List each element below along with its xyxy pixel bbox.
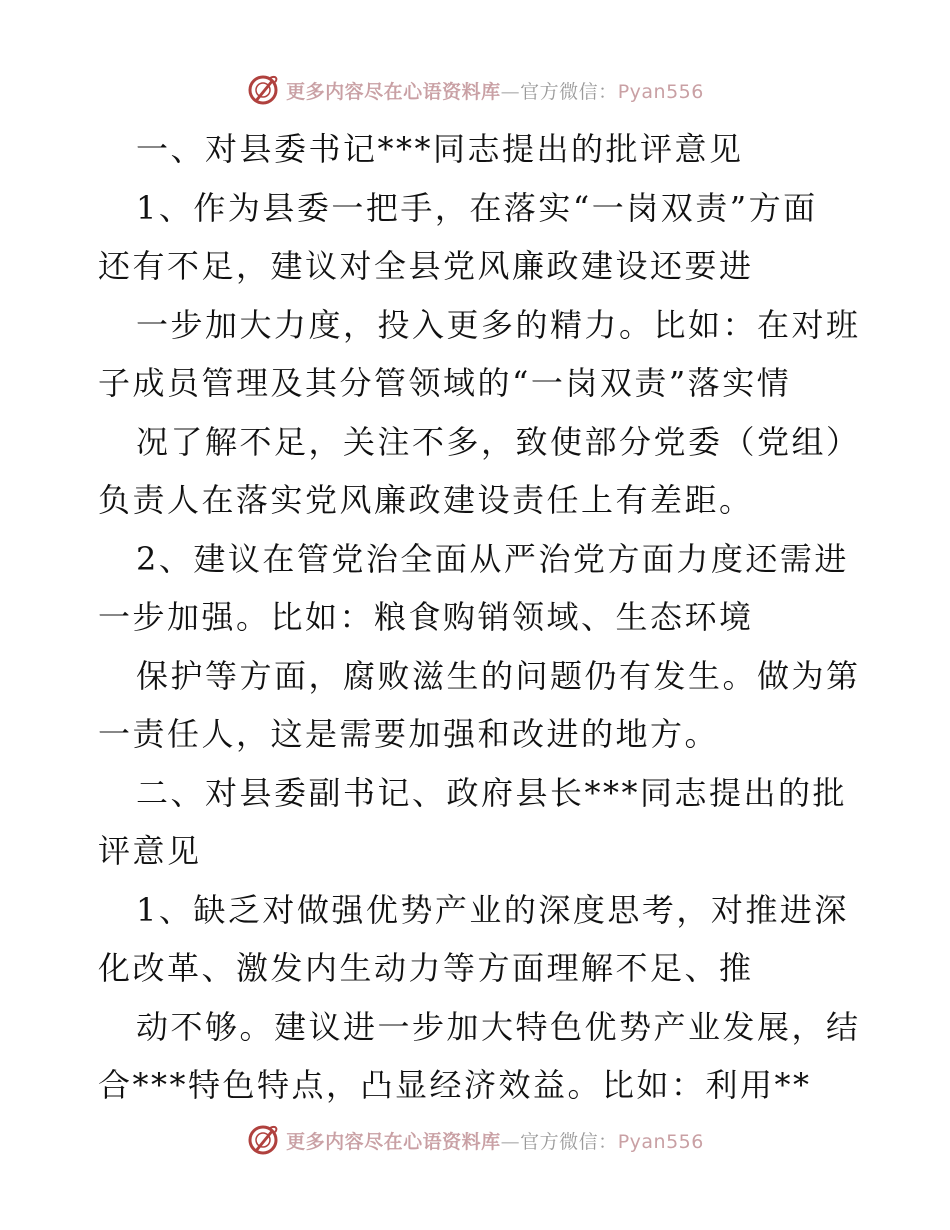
watermark-wechat-label: 官方微信：: [520, 80, 618, 103]
watermark-dash: —: [500, 1130, 521, 1153]
footer-watermark: [0, 1120, 950, 1160]
text-line: 一、对县委书记***同志提出的批评意见: [136, 130, 744, 168]
text-line: 合***特色特点，凸显经济效益。比如：利用**: [98, 1066, 812, 1104]
watermark-wechat-label: 官方微信：: [520, 1130, 618, 1153]
text-line: 一步加大力度，投入更多的精力。比如：在对班: [136, 305, 861, 344]
watermark-text: [286, 1127, 704, 1154]
quill-circle-logo: [246, 1123, 280, 1157]
text-line: 况了解不足，关注不多，致使部分党委（党组）: [136, 422, 861, 461]
watermark-dash: —: [500, 80, 521, 103]
watermark-site: 更多内容尽在心语资料库: [286, 1130, 501, 1153]
text-line: 子成员管理及其分管领域的“一岗双责”落实情: [98, 364, 792, 402]
text-line: 二、对县委副书记、政府县长***同志提出的批: [136, 773, 848, 812]
text-line: 1、缺乏对做强优势产业的深度思考，对推进深: [136, 890, 849, 929]
watermark-wechat-id: Pyan556: [617, 80, 704, 103]
text-line: 一步加强。比如：粮食购销领域、生态环境: [98, 598, 754, 636]
text-line: 保护等方面，腐败滋生的问题仍有发生。做为第: [136, 656, 861, 695]
text-line: 还有不足，建议对全县党风廉政建设还要进: [98, 247, 754, 285]
watermark-wechat-id: Pyan556: [617, 1130, 704, 1153]
text-line: 评意见: [98, 832, 202, 870]
text-line: 化改革、激发内生动力等方面理解不足、推: [98, 949, 754, 987]
text-line: 一责任人，这是需要加强和改进的地方。: [98, 715, 720, 753]
text-line: 1、作为县委一把手，在落实“一岗双责”方面: [136, 188, 818, 227]
text-line: 负责人在落实党风廉政建设责任上有差距。: [98, 481, 754, 519]
text-line: 2、建议在管党治全面从严治党方面力度还需进: [136, 539, 849, 578]
quill-circle-logo: [246, 73, 280, 107]
header-watermark: [0, 70, 950, 110]
watermark-site: 更多内容尽在心语资料库: [286, 80, 501, 103]
watermark-text: [286, 77, 704, 104]
document-body: [98, 120, 861, 1115]
text-line: 动不够。建议进一步加大特色优势产业发展，结: [136, 1007, 861, 1046]
